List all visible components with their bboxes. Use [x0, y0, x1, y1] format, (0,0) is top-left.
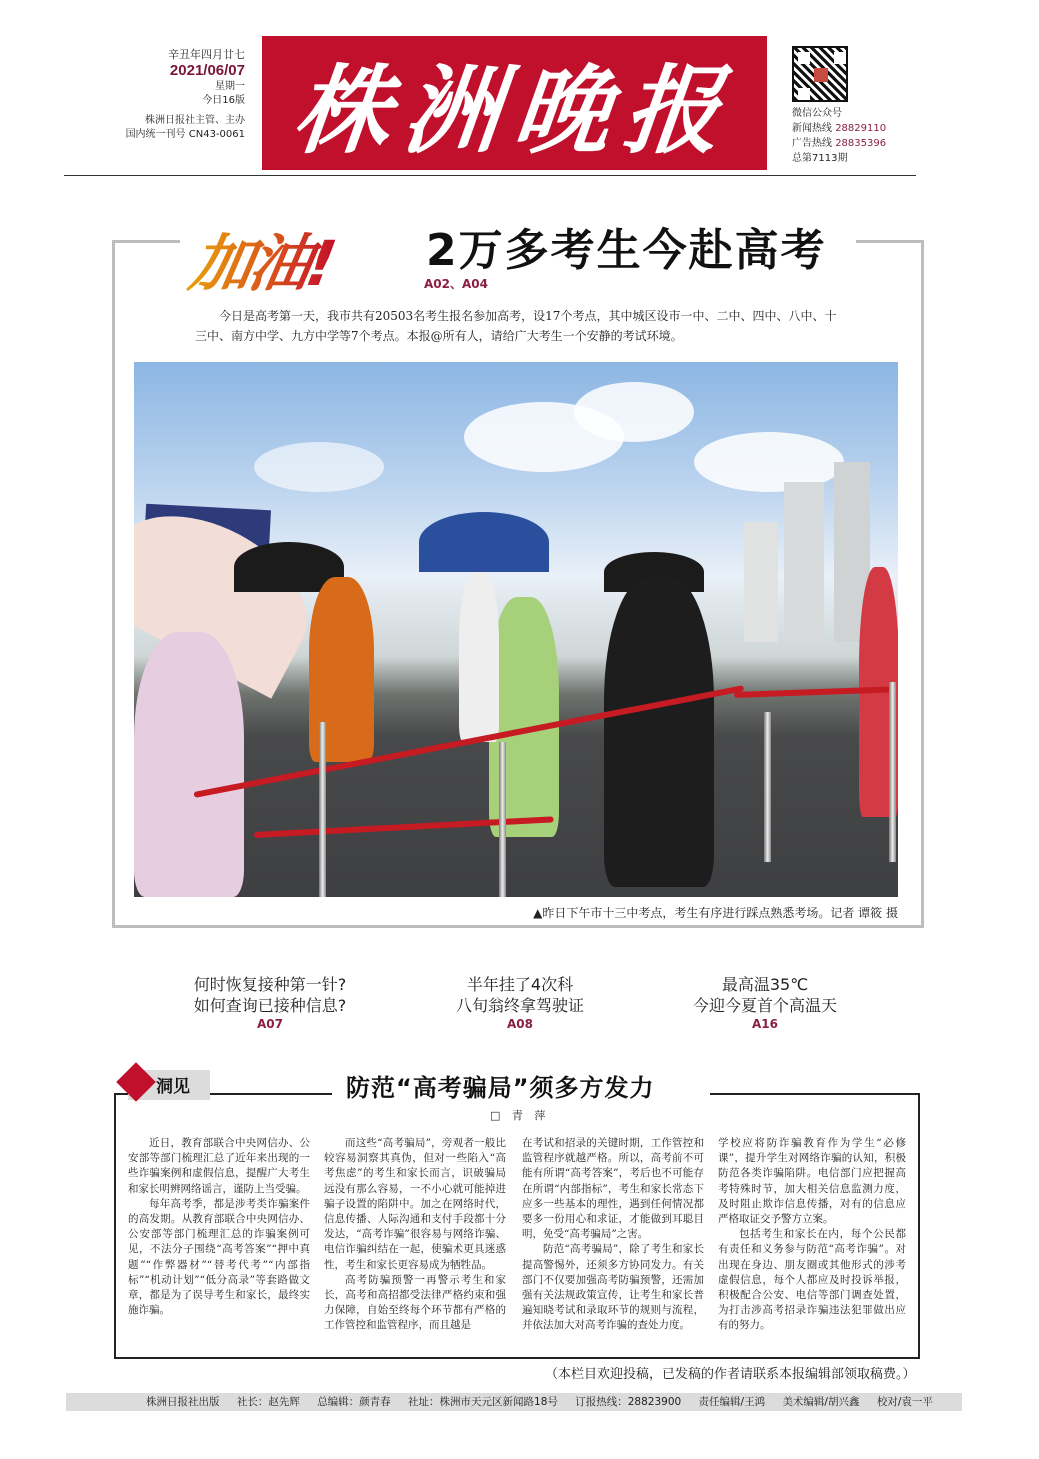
- teaser-page-ref[interactable]: A08: [507, 1017, 533, 1031]
- header-divider: [64, 175, 916, 176]
- ad-hotline: 广告热线 28835396: [792, 138, 887, 149]
- issue-date: 2021/06/07: [169, 62, 245, 79]
- sponsor: 株洲日报社主管、主办: [145, 115, 245, 126]
- contact-info: [792, 46, 922, 166]
- section-tag: 洞见: [156, 1077, 190, 1097]
- page-count: 今日16版: [202, 95, 245, 106]
- lunar-date: 辛丑年四月廿七: [168, 48, 245, 61]
- masthead-logo: [262, 36, 767, 170]
- news-hotline: 新闻热线 28829110: [792, 123, 887, 134]
- article-column-1: 近日，教育部联合中央网信办、公安部等部门梳理汇总了近年来出现的一些诈骗案例和虚假信息，提醒广大考生和家长明辨网络谣言，谨防上当受骗。 每年高考季，都是涉考类诈骗案件的高发期。从教育部联合中央网信办、公安部等部门梳理汇总的诈骗案例可见，不法分子围绕“高考答案”“押中真题”“作弊器材”“替考代考”“内部指标”“机动计划”“低分高录”等套路做文章，都是为了误导考生和家长，最终实施诈骗。: [128, 1137, 310, 1317]
- lead-kicker: 加油!: [184, 214, 340, 303]
- article-column-3: 在考试和招录的关键时期，工作管控和监管程序就越严格。所以，高考前不可能有所谓“高考答案”，考后也不可能存在所谓“内部指标”，考生和家长常态下应多一些基本的理性，遇到任何情况都要多一份用心和求证，才能做到耳聪目明，免受“高考骗局”之害。 防范“高考骗局”，除了考生和家长提高警惕外，还须多方协同发力。有关部门不仅要加强高考防骗预警，还需加强有关法规政策宣传，让考生和家长普遍知晓考试和录取环节的规则与流程，并依法加大对高考诈骗的查处力度。: [522, 1137, 704, 1332]
- opinion-headline[interactable]: 防范“高考骗局”须多方发力: [346, 1074, 655, 1102]
- photo-caption: ▲昨日下午市十三中考点，考生有序进行踩点熟悉考场。记者 谭筱 摄: [533, 906, 898, 920]
- teaser-weather[interactable]: 最高温35℃ 今迎今夏首个高温天 A16: [640, 974, 890, 1032]
- article-column-2: 而这些“高考骗局”，旁观者一般比较容易洞察其真伪，但对一些陷入“高考焦虑”的考生和家长而言，识破骗局远没有那么容易，一不小心就可能掉进骗子设置的陷阱中。加之在网络时代，信息传播、人际沟通和支付手段都十分发达，“高考诈骗”很容易与网络诈骗、电信诈骗纠结在一起，使骗术更具迷惑性，考生和家长更容易成为牺牲品。 高考防骗预警一再警示考生和家长，高考和高招都受法律严格约束和强力保障，自始至终每个环节都有严格的工作管控和监管程序，而且越是: [324, 1137, 506, 1332]
- teaser-page-ref[interactable]: A16: [752, 1017, 778, 1031]
- issn: 国内统一刊号 CN43-0061: [125, 129, 245, 140]
- teaser-page-ref[interactable]: A07: [257, 1017, 283, 1031]
- imprint-bar: 株洲日报社出版 社长：赵先辉 总编辑：颜青春 社址：株洲市天元区新闻路18号 订报热线：28823900 责任编辑/王鸿 美术编辑/胡兴鑫 校对/袁一平: [66, 1393, 962, 1411]
- opinion-author: □ 青 萍: [490, 1109, 550, 1122]
- lead-summary: 今日是高考第一天，我市共有20503名考生报名参加高考，设17个考点，其中城区设市一中、二中、四中、八中、十三中、南方中学、九方中学等7个考点。本报@所有人，请给广大考生一个安静的考试环境。: [195, 309, 837, 343]
- teaser-driving-license[interactable]: 半年挂了4次科 八旬翁终拿驾驶证 A08: [395, 974, 645, 1032]
- frame-top-left: [112, 240, 180, 243]
- lead-photo: [134, 362, 898, 897]
- submission-note: （本栏目欢迎投稿，已发稿的作者请联系本报编辑部领取稿费。）: [545, 1367, 916, 1382]
- frame-top-right: [856, 240, 924, 243]
- issue-number: 总第7113期: [792, 153, 848, 164]
- article-column-4: 学校应将防诈骗教育作为学生“必修课”，提升学生对网络诈骗的认知，积极防范各类诈骗陷阱。电信部门应把握高考特殊时节，加大相关信息监测力度，及时阻止欺诈信息传播，对有的信息应严格取证交予警方立案。 包括考生和家长在内，每个公民都有责任和义务参与防范“高考诈骗”。对出现在身边、朋友圈或其他形式的涉考虚假信息，每个人都应及时投诉举报，积极配合公安、电信等部门调查处置，为打击涉高考招录诈骗违法犯罪做出应有的努力。: [718, 1137, 906, 1332]
- lead-page-ref[interactable]: A02、A04: [424, 277, 488, 291]
- qr-code-icon[interactable]: [792, 46, 848, 102]
- teaser-vaccine[interactable]: 何时恢复接种第一针? 如何查询已接种信息? A07: [145, 974, 395, 1032]
- lead-headline[interactable]: 2万多考生今赴高考: [426, 225, 827, 276]
- qr-label: 微信公众号: [792, 108, 842, 119]
- weekday: 星期一: [215, 81, 245, 92]
- divider: [710, 1093, 920, 1095]
- masthead-title: 株洲晚报: [287, 53, 740, 167]
- divider: [210, 1093, 332, 1095]
- issue-info: [120, 48, 245, 142]
